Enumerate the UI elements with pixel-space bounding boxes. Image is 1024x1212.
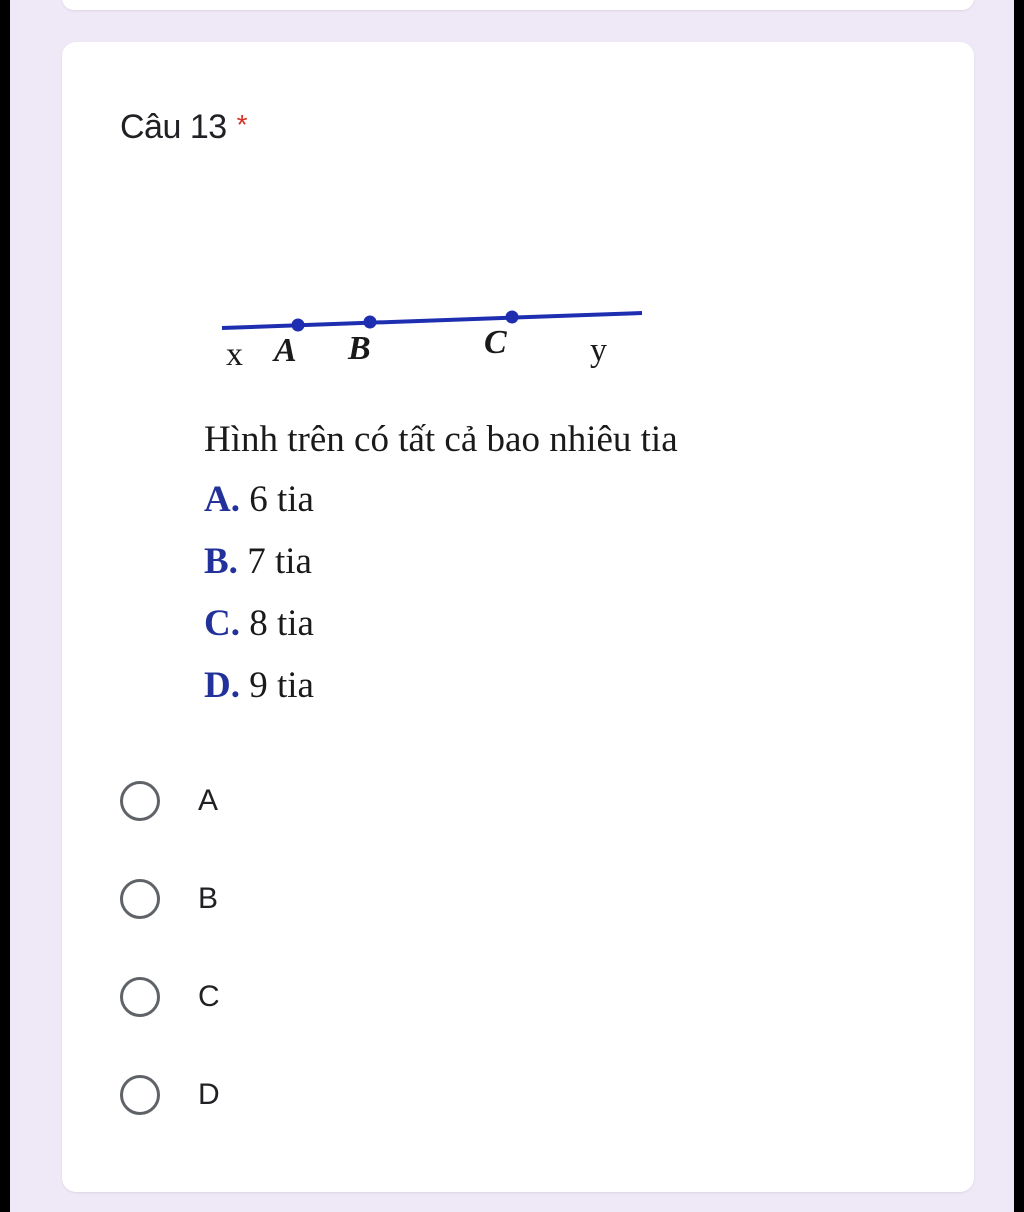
- previous-question-card: [62, 0, 974, 10]
- answer-text: 8 tia: [239, 603, 314, 644]
- option-c[interactable]: [120, 948, 220, 1046]
- radio-button-c[interactable]: [120, 977, 160, 1017]
- point-a-dot: [292, 319, 305, 332]
- question-title: [120, 108, 247, 147]
- question-text: Hình trên có tất cả bao nhiêu tia: [204, 419, 678, 460]
- point-label-b: B: [348, 330, 371, 367]
- point-label-c: C: [484, 324, 507, 361]
- point-b-dot: [364, 316, 377, 329]
- answer-c: [204, 602, 314, 664]
- answer-letter: A.: [204, 479, 240, 520]
- question-image: [202, 232, 822, 732]
- option-d[interactable]: [120, 1046, 220, 1144]
- screen-edge-left: [0, 0, 10, 1212]
- answer-letter: C.: [204, 603, 240, 644]
- end-label-x: x: [226, 336, 243, 373]
- option-label: A: [198, 784, 219, 817]
- answer-b: [204, 540, 314, 602]
- radio-group: [120, 752, 220, 1144]
- screen-edge-right: [1014, 0, 1024, 1212]
- answer-text: 7 tia: [237, 541, 312, 582]
- answer-text: 9 tia: [239, 665, 314, 706]
- radio-button-d[interactable]: [120, 1075, 160, 1115]
- question-number: Câu 13: [120, 108, 227, 146]
- option-b[interactable]: [120, 850, 220, 948]
- question-card: [62, 42, 974, 1192]
- option-label: C: [198, 980, 220, 1013]
- answer-letter: B.: [204, 541, 238, 582]
- radio-button-a[interactable]: [120, 781, 160, 821]
- answer-list: [204, 478, 314, 726]
- option-a[interactable]: [120, 752, 220, 850]
- line-xy: [222, 313, 642, 328]
- radio-button-b[interactable]: [120, 879, 160, 919]
- point-label-a: A: [274, 332, 297, 369]
- required-asterisk: *: [236, 109, 248, 140]
- answer-d: [204, 664, 314, 726]
- answer-text: 6 tia: [239, 479, 314, 520]
- point-c-dot: [506, 311, 519, 324]
- option-label: B: [198, 882, 219, 915]
- option-label: D: [198, 1078, 220, 1111]
- end-label-y: y: [590, 332, 607, 369]
- answer-letter: D.: [204, 665, 240, 706]
- answer-a: [204, 478, 314, 540]
